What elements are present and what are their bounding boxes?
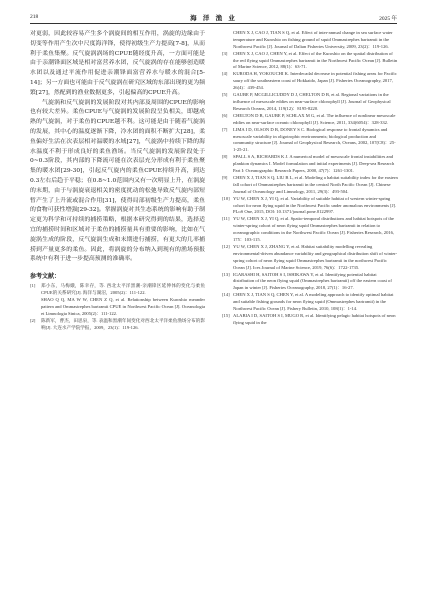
reference-item	[222, 244, 398, 271]
reference-text: SPALL S A, RICHARDS K J. A numerical model of mesoscale frontal instabilities and plankton dynamics I. Model formulation and initial experiments [J]. Deep-sea Research Part I: Oceanographic Research Papers, 2000, 47(7)：1261-1301.	[233, 154, 395, 173]
body-paragraph-2: 气旋涡和反气旋涡的发展阶段对其内部及周围的CPUE的影响也有较大差异。柔鱼CPUE与气旋涡的发展阶段呈负相关，即越成熟的气旋涡，对于柔鱼的CPUE越不利。这可能是由于随着气旋涡的发展，其中心的温度逐渐下降，冷水团的面积不断扩大[28]，柔鱼偏好生活在次表层相对温暖的水域[27]，气旋涡中持续下降的海水温度不利于形成良好的柔鱼渔场。当反气旋涡的发展阶段处于0~0.3阶段，其内部的下降流可能在次表层充分形成有利于柔鱼聚集的暖水团[29-30]，引起反气旋内的柔鱼CPUE持续升高，到达0.3左右后趋于平稳；在0.8~1.0范围内又有一次明显上升，在涡旋的末期，由于与涡旋衰退相关的密度扰动的松弛导致反气旋内部短暂产生了上升流或混合作用[31]，使得局部初级生产力提高，柔鱼的食物可获性增强[29-32]。掌握涡旋对其生态系统的影响有助于制定更为科学和可持续的捕捞策略，根据本研究得到的结果，选择适宜的捕捞时间和区域对于柔鱼的捕捞量具有重要的影响，比如在气旋涡生成的阶段，反气旋涡生成和末期进行捕捞，有更大的几率捕捞到产量更多的柔鱼。因此，将涡旋的分布纳入到现有的渔场预报系统中有利于进一步提高预测的准确率。	[30, 99, 205, 263]
page-header	[30, 14, 397, 24]
reference-number: [3]	[222, 50, 228, 56]
reference-item	[222, 113, 398, 127]
reference-number: [2]	[30, 317, 36, 323]
reference-item	[222, 196, 398, 217]
reference-item	[222, 71, 398, 92]
reference-number: [10]	[222, 195, 230, 201]
reference-number: [4]	[222, 71, 228, 77]
reference-number: [1]	[30, 283, 36, 289]
reference-item	[222, 30, 398, 51]
reference-number	[30, 297, 41, 318]
reference-number: [6]	[222, 112, 228, 118]
reference-text: CHEN X J, TIAN S Q, LIU B L, et al. Modeling a habitat suitability index for the eastern fall cohort of Ommastrephes bartramii in the central North Pacific Ocean [J]. Chinese Journal of Oceanology and Limnology, 2011, 29(3)：493-504.	[233, 175, 398, 194]
references-list-left	[30, 283, 205, 331]
reference-number: [13]	[222, 271, 230, 277]
reference-number: [7]	[222, 126, 228, 132]
page-number: 218	[30, 14, 39, 20]
reference-text: SHAO Q Q, MA W W, CHEN Z Q, et al. Relationship between Kuroshio meander pattern and Ommastrephes bartramii CPUE in Northwest Pacific Ocean [J]. Oceanologia et Limnologia Sinica, 2005(2)：111-122.	[41, 297, 205, 316]
reference-text: CHEN X J, CAO J, TIAN S Q, et al. Effect of inter-annual change in sea surface water temperature and Kuroshio on fishing ground of squid Ommastrephes bartramii in the Northwest Pacific [J]. Journal of Dalian Fisheries University, 2009, 23(2)：119-126.	[233, 30, 393, 49]
reference-item	[222, 175, 398, 196]
journal-year: 2025 年	[379, 16, 397, 22]
reference-number: [9]	[222, 175, 228, 181]
reference-text: KURODA H, YOKOUCHI K. Interdecadal decrease in potential fishing areas for Pacific saury off the southeastern coast of Hokkaido, Japan [J]. Fisheries Oceanography, 2017, 26(4)：439-454.	[233, 71, 397, 91]
reference-text: YU W, CHEN X J, YI Q, et al. Variability of suitable habitat of western winter-spring cohort for neon flying squid in the Northwest Pacific under anomalous environments [J]. PLoS One, 2015, DOI: 10.1371/journal.pone.0122997.	[233, 195, 397, 215]
reference-text: CHELTON D B, GAUBE P, SCHLAX M G, et al. The influence of nonlinear mesoscale eddies on near-surface oceanic chlorophyll [J]. Science, 2011, 334(6054)：328-332.	[233, 112, 396, 125]
references-title: 参考文献：	[30, 273, 61, 281]
reference-text: YU W, CHEN X J, YI Q, et al. Spatio-temporal distributions and habitat hotspots of the winter-spring cohort of neon flying squid Ommastrephes bartramii in relation to oceanographic conditions in the Northwest Pacific Ocean [J]. Fisheries Research, 2016, 175：103-115.	[233, 216, 395, 242]
reference-item	[222, 92, 398, 113]
reference-text: CHEN X J, TIAN S Q, CHEN Y, et al. A modeling approach to identify optimal habitat and suitable fishing grounds for neon flying squid (Ommastrephes bartramii) in the Northwest Pacific Ocean [J]. Fishery Bulletin, 2010, 108(1)：1-14.	[233, 292, 394, 311]
reference-item	[222, 51, 398, 72]
reference-item	[222, 216, 398, 243]
reference-text: LIMA I D, OLSON D B, DONEY S C. Biological response to frontal dynamics and mesoscale variability in oligotrophic environments; biological production and community structure [J]. Journal of Geophysical Research, Oceans, 2002, 107(C8)：25-1-25-21.	[233, 126, 396, 153]
reference-item	[30, 297, 205, 318]
body-paragraph-1: 对更弱，因此较容易产生多个涡旋间的相互作用，涡旋的边缘由于切变等作用产生次中尺度海洋锋，使得初级生产力提高[7-8]，从而利于柔鱼集聚。反气旋涡涡场的CPUE随经度升高，一方面可能是由于亲潮锋面区域是相对富营养水团，反气旋涡的存在能够创造暖水团以及通过平流作用促进亲潮锋面富营养水与暖水的混合[5-14]；另一方面也可能由于反气旋涡在研究区域的东部出现的更为频繁[27]，然配到的渔业数据更多，引起偏高的CPUE升高。	[30, 31, 205, 96]
journal-name: 海 洋 渔 业	[190, 14, 237, 22]
reference-item	[222, 292, 398, 313]
reference-number: [14]	[222, 292, 230, 298]
reference-number	[222, 30, 233, 51]
reference-number: [11]	[222, 216, 230, 222]
reference-item	[30, 283, 205, 297]
references-list-right	[222, 30, 398, 327]
reference-text: CHEN X J, CAO J, CHEN Y, et al. Effect of the Kuroshio on the spatial distribution of the red flying squid Ommastrephes bartramii in the Northwest Pacific Ocean [J]. Bulletin of Marine Science, 2012, 88(1)：63-71.	[233, 50, 398, 70]
reference-text: GAUBE P, MCGILLICUDDY D J, CHELTON D B, et al. Regional variations in the influence of mesoscale eddies on near-surface chlorophyll [J]. Journal of Geophysical Research Oceans, 2014, 119(12)：8195-8220.	[233, 92, 391, 111]
reference-item	[222, 313, 398, 327]
reference-text: YU W, CHEN X J, ZHANG Y, et al. Habitat suitability modelling revealing environmental-driven abundance variability and geographical distribution shift of winter-spring cohort of neon flying squid Ommastrephes bartramii in the northwest Pacific Ocean [J]. Ices Journal of Marine Science, 2019, 76(6)：1722-1735.	[233, 244, 398, 270]
reference-item	[222, 127, 398, 154]
reference-number: [5]	[222, 92, 228, 98]
left-column	[30, 30, 205, 332]
reference-number: [15]	[222, 313, 230, 319]
reference-number: [8]	[222, 154, 228, 160]
reference-text: 郑小东，马梅娥，陈幸存，等. 西北太平洋黑潮-亲潮锋区延伸体的变化与柔鱼CPUE的关系研究[J]. 海洋与湖沼，2005(2)：111-122.	[41, 283, 205, 295]
reference-item	[30, 318, 205, 332]
reference-item	[222, 154, 398, 175]
reference-text: IGARASHI H, SAITOH S I, ISHIKAWA Y, et al. Identifying potential habitat distribution of the neon flying squid (Ommastrephes bartramii) off the eastern coast of Japan in winter [J]. Fisheries Oceanography, 2018, 27(1)：16-27.	[233, 271, 392, 291]
reference-item	[222, 272, 398, 293]
reference-number: [12]	[222, 244, 230, 250]
reference-text: ALABIA I D, SAITOH S I, MUGO R, et al. Identifying pelagic habitat hotspots of neon flying squid in the	[233, 313, 396, 325]
reference-text: 陈新军，曹杰，田思泉，等. 表温和黑潮年间变化对西北太平洋柔鱼渔场分布的影响[J]. 大连水产学院学报，2009，23(1)：119-126.	[41, 317, 205, 330]
